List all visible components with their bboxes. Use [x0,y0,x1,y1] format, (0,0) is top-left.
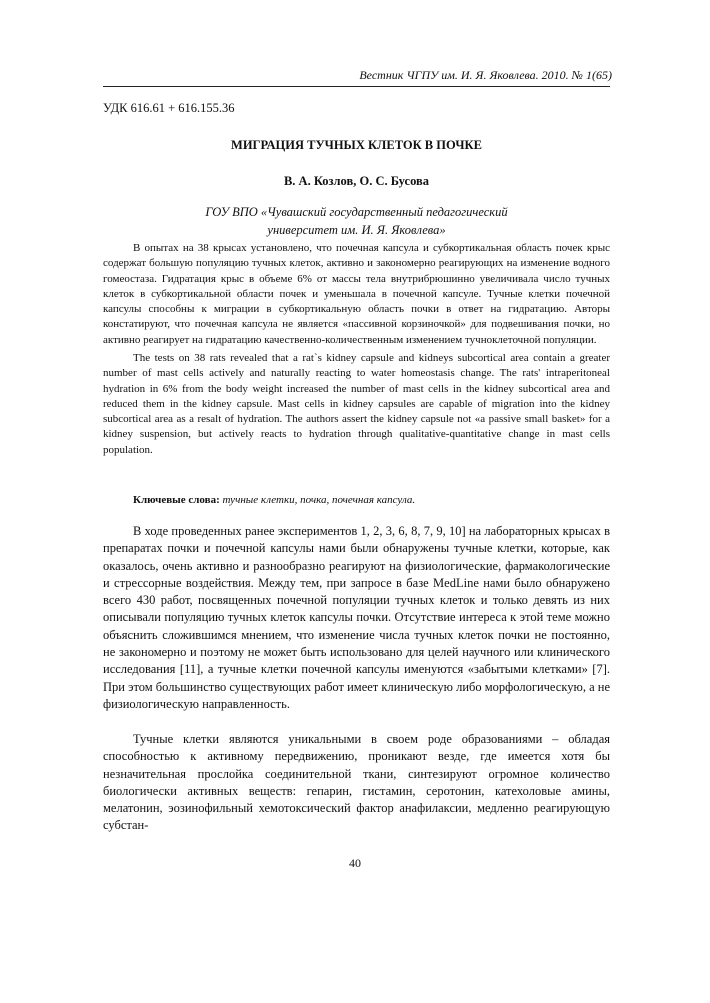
keywords-value: тучные клетки, почка, почечная капсула. [222,494,416,506]
page-number: 40 [349,856,361,870]
body-paragraph-2: Тучные клетки являются уникальными в своем роде образованиями – обладая способностью к активному передвижению, проникают везде, где имеется хотя бы незначительная прослойка соединительной ткани, синтезируют огромное количество биологически активных веществ: гепарин, гистамин, серотонин, катехоловые амины, мелатонин, эозинофильный хемотоксический фактор анафилаксии, медленно реагирующую субстан- [103,732,610,833]
article-title: МИГРАЦИЯ ТУЧНЫХ КЛЕТОК В ПОЧКЕ [231,138,482,152]
affiliation-line-2: университет им. И. Я. Яковлева» [267,223,446,237]
udk-code: УДК 616.61 + 616.155.36 [103,101,235,115]
article-authors: В. А. Козлов, О. С. Бусова [283,174,430,188]
body-paragraph-1: В ходе проведенных ранее экспериментов 1, 2, 3, 6, 8, 7, 9, 10] на лабораторных крысах в препаратах почки и почечной капсулы нами были обнаружены тучные клетки, которые, как оказалось, очень активно и разнообразно реагируют на физиологические, фармакологические и стрессорные воздействия. Между тем, при запросе в базе MedLine нами было обнаружено всего 430 работ, посвященных почечной популяции тучных клеток и только девять из них описывали популяцию тучных клеток капсулы почки. Отсутствие интереса к этой теме можно объяснить сложившимся мнением, что изменение числа тучных клеток почки не постоянно, не закономерно и поэтому не может быть использовано для целей научного или клинического исследования [11], а тучные клетки почечной капсулы именуются «забытыми клетками» [7]. При этом большинство существующих работ имеет клиническую либо морфологическую, а не физиологическую направленность. [103,524,610,711]
header-rule [103,86,610,87]
journal-header: Вестник ЧГПУ им. И. Я. Яковлева. 2010. № 1(65) [359,68,612,82]
author-affiliation [103,203,610,239]
keywords [133,494,415,506]
abstract-russian: В опытах на 38 крысах установлено, что почечная капсула и субкортикальная область почек крыс содержат большую популяцию тучных клеток, активно и закономерно реагирующих на изменение водного гомеостаза. Гидратация крыс в объеме 6% от массы тела внутрибрюшинно увеличивала число тучных клеток в субкортикальной области почек и уменьшала в почечной капсуле. Тучные клетки почечной капсулы способны к миграции в субкортикальную область почки в ответ на гидратацию. Авторы констатируют, что почечная капсула не является «пассивной корзиночкой» для подвешивания почки, но активно реагирует на гидратацию качественно-количественным изменением тучноклеточной популяции. [103,242,610,346]
affiliation-line-1: ГОУ ВПО «Чувашский государственный педагогический [205,205,508,219]
keywords-label: Ключевые слова: [133,494,220,506]
abstract-english: The tests on 38 rats revealed that a rat`s kidney capsule and kidneys subcortical area contain a greater number of mast cells actively and naturally reacting to water homeostasis change. The rats' intraperitoneal hydration in 6% from the body weight increased the number of mast cells in the kidney subcortical area and reduced them in the kidney capsule. Mast cells in kidney capsules are capable of migration into the kidney subcortical area as a resalt of hydration. The authors assert the kidney capsule not «a passive small basket» for a kidney suspension, but actively reacts to hydration through qualitative-quantitative change in mast cells population. [103,352,610,456]
